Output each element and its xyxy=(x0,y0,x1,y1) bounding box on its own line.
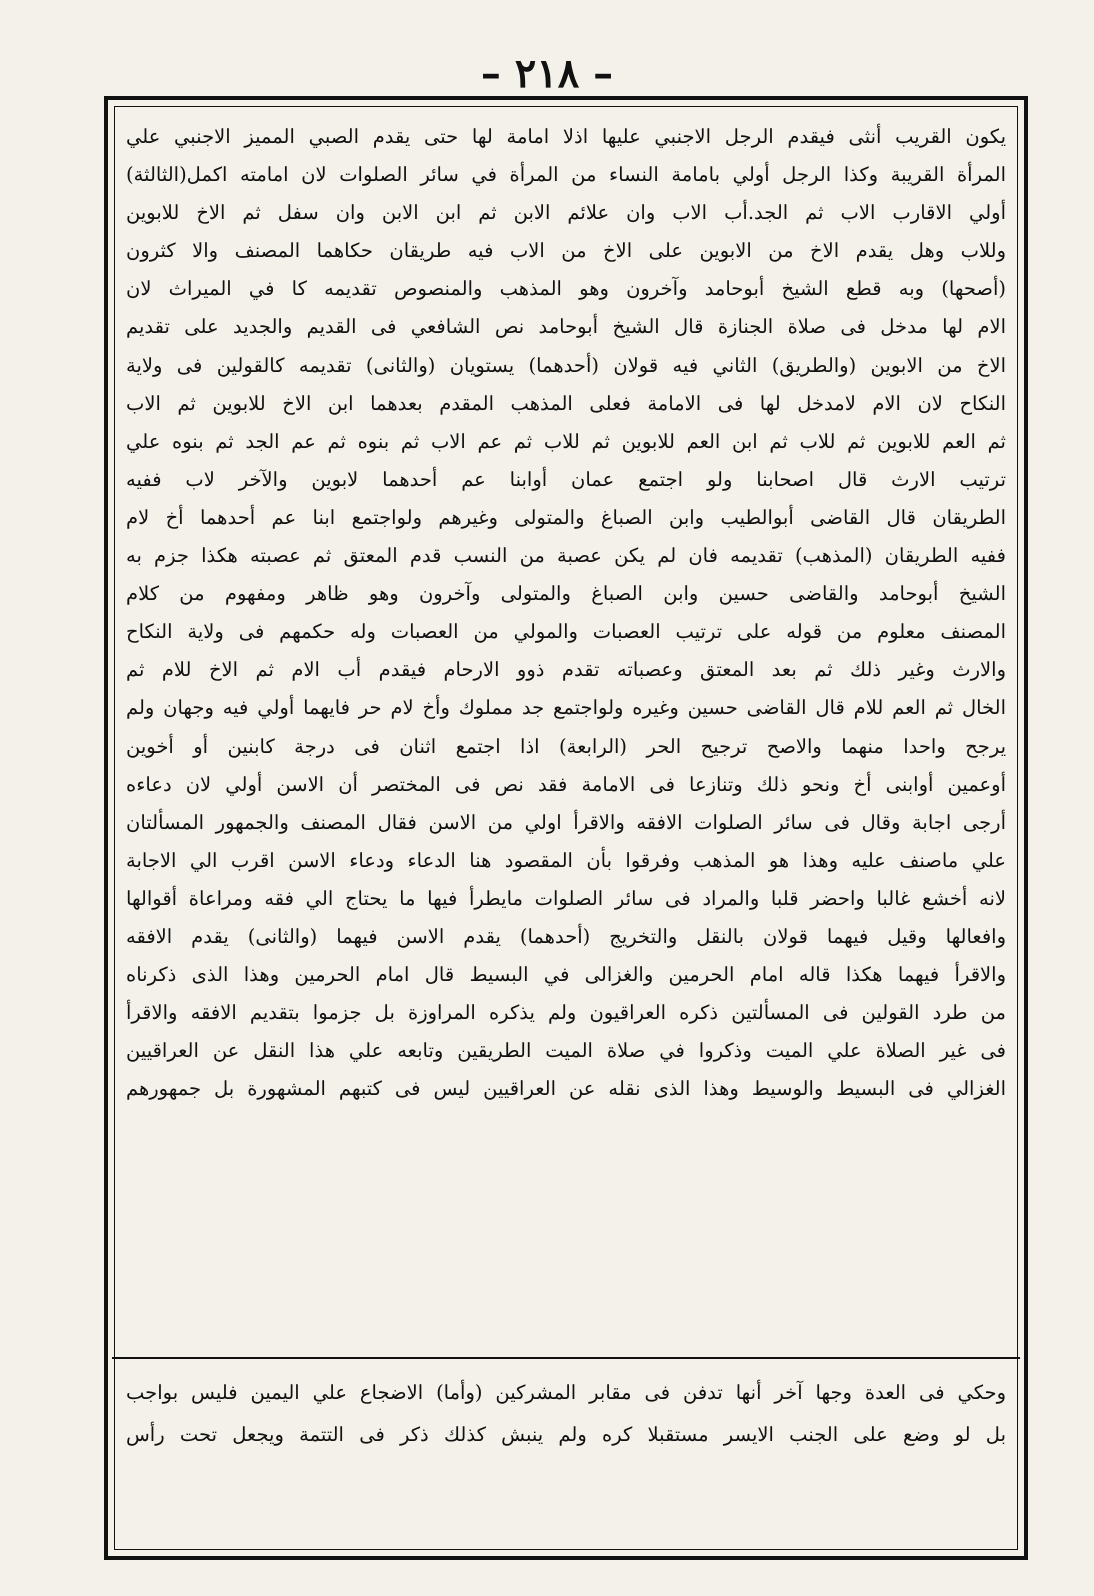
text-line: الطريقان قال القاضى أبوالطيب وابن الصباغ والمتولى وغيرهم ولواجتمع ابنا عم أحدهما أخ لام xyxy=(126,505,1006,529)
text-line: أولي الاقارب الاب ثم الجد.أب الاب وان علائم الابن ثم ابن الابن وان سفل ثم الاخ للابوين xyxy=(126,201,1006,225)
text-line: الغزالي فى البسيط والوسيط وهذا الذى نقله عن العراقيين ليس فى كتبهم المشهورة بل جمهورهم xyxy=(126,1077,1006,1101)
footnote-separator xyxy=(112,1357,1020,1359)
page-number: – ٢١٨ – xyxy=(480,50,614,97)
text-line: أرجى اجابة وقال فى سائر الصلوات الافقه والاقرأ اولي من الاسن فقال المصنف والجمهور المسألتان xyxy=(126,810,1006,834)
text-line: ترتيب الارث قال اصحابنا ولو اجتمع عمان أوابنا عم أحدهما لابوين والآخر لاب ففيه xyxy=(126,467,1006,491)
footnote-line: بل لو وضع على الجنب الايسر مستقبلا كره ولم ينبش كذلك ذكر فى التتمة ويجعل تحت رأس xyxy=(126,1423,1006,1446)
text-line: علي ماصنف عليه وهذا هو المذهب وفرقوا بأن المقصود هنا الدعاء ودعاء الاسن اقرب الي الاجابة xyxy=(126,848,1006,872)
footnote-block xyxy=(126,1362,1006,1456)
text-line: الام لها مدخل فى صلاة الجنازة قال الشيخ أبوحامد نص الشافعي فى القديم والجديد على تقديم xyxy=(126,315,1006,339)
text-line: ففيه الطريقان (المذهب) تقديمه فان لم يكن عصبة من النسب قدم المعتق ثم عصبته هكذا جزم به xyxy=(126,544,1006,568)
text-line: وللاب وهل يقدم الاخ من الابوين على الاخ من الاب فيه طريقان حكاهما المصنف والا كثرون xyxy=(126,239,1006,263)
text-line: أوعمين أوابنى أخ ونحو ذلك وتنازعا فى الامامة فقد نص فى المختصر أن الاسن أولي لان دعاءه xyxy=(126,772,1006,796)
text-line: (أصحها) وبه قطع الشيخ أبوحامد وآخرون وهو المذهب والمنصوص تقديمه كا في الميراث لان xyxy=(126,277,1006,301)
text-line: من طرد القولين فى المسألتين ذكره العراقيون ولم يذكره المراوزة بل جزموا بتقديم الافقه والاقرأ xyxy=(126,1001,1006,1025)
text-line: والارث وغير ذلك ثم بعد المعتق وعصباته تقدم ذوو الارحام فيقدم أب الام ثم الاخ للام ثم xyxy=(126,658,1006,682)
text-line: لانه أخشع غالبا واحضر قلبا والمراد فى سائر الصلوات مايطرأ فيها ما يحتاج الي فقه ومراعاة أقوالها xyxy=(126,886,1006,910)
text-line: الاخ من الابوين (والطريق) الثاني فيه قولان (أحدهما) يستويان (والثانى) تقديمه كالقولين فى ولاية xyxy=(126,353,1006,377)
footnote-line: وحكي فى العدة وجها آخر أنها تدفن فى مقابر المشركين (وأما) الاضجاع علي اليمين فليس بواجب xyxy=(126,1381,1006,1404)
text-line: الشيخ أبوحامد والقاضى حسين وابن الصباغ والمتولى وآخرون وهو ظاهر ومفهوم من كلام xyxy=(126,582,1006,606)
text-line: يكون القريب أنثى فيقدم الرجل الاجنبي عليها اذلا امامة لها حتى يقدم الصبي المميز الاجنبي علي xyxy=(126,125,1006,148)
text-line: والاقرأ فيهما هكذا قاله امام الحرمين والغزالى في البسيط قال امام الحرمين وهذا الذى ذكرناه xyxy=(126,963,1006,987)
text-line: ثم العم للابوين ثم للاب ثم ابن العم للابوين ثم للاب ثم عم الاب ثم بنوه ثم عم الجد ثم بنوه علي xyxy=(126,429,1006,453)
text-line: يرجح واحدا منهما والاصح ترجيح الحر (الرابعة) اذا اجتمع اثنان فى درجة كابنين أو أخوين xyxy=(126,734,1006,758)
text-line: المصنف معلوم من قوله على ترتيب العصبات والمولي من العصبات وله حكمهم فى ولاية النكاح xyxy=(126,620,1006,644)
text-line: المرأة القريبة وكذا الرجل أولي بامامة النساء من المرأة في سائر الصلوات لان امامته اكمل(الثالثة) xyxy=(126,163,1006,187)
text-line: الخال ثم العم للام قال القاضى حسين وغيره ولواجتمع جد مملوك وأخ لام حر فايهما أولي فيه وجهان ولم xyxy=(126,696,1006,720)
main-text-block xyxy=(126,118,1006,1350)
text-line: النكاح لان الام لامدخل لها فى الامامة فعلى المذهب المقدم بعدهما ابن الاخ للابوين ثم الاب xyxy=(126,391,1006,415)
text-line: وافعالها وقيل فيهما قولان بالنقل والتخريج (أحدهما) يقدم الاسن فيهما (والثانى) يقدم الافقه xyxy=(126,924,1006,948)
text-line: فى غير الصلاة علي الميت وذكروا في صلاة الميت الطريقين وتابعه علي هذا النقل عن العراقيين xyxy=(126,1039,1006,1063)
